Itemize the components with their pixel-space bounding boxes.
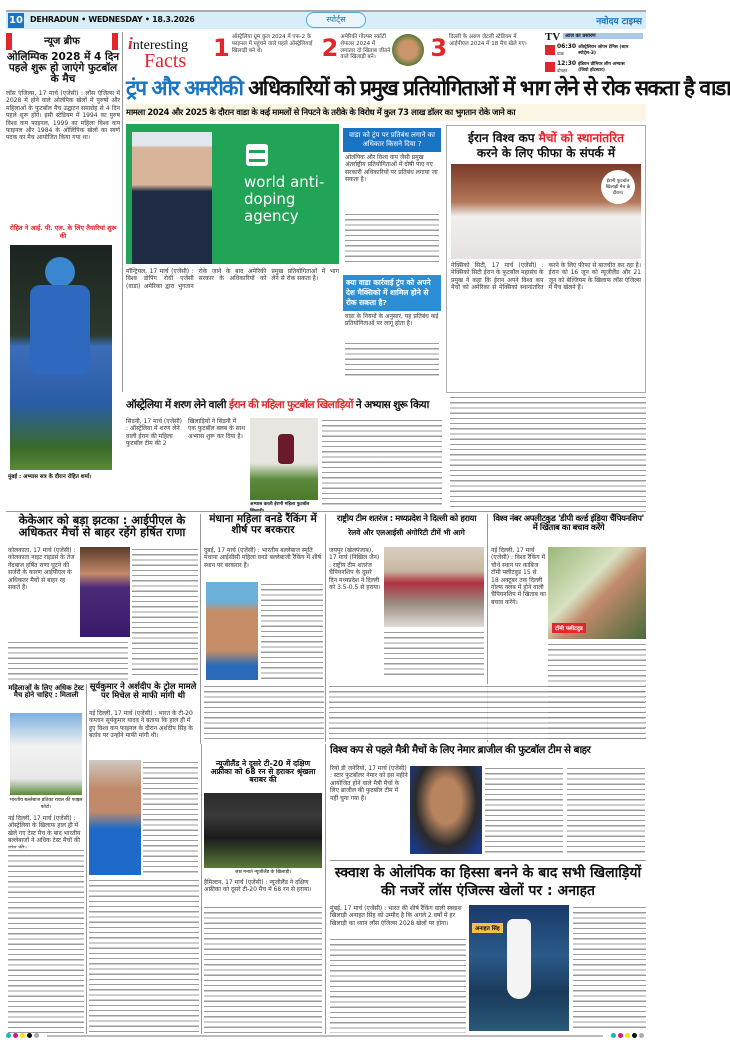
nz-caption: जश्न मनाते न्यूजीलैंड के खिलाड़ी।: [234, 870, 292, 875]
iran-women-player-photo: [250, 418, 318, 500]
mexico-question-box: क्या वाडा कार्रवाई ट्रंप को अपने देश मैक्सिको में शामिल होने से रोक सकता है? वाडा के नियमों के अनुसार, यह प्रतिबंध कई प्रतियोगिताओं पर लागू होता है।: [343, 275, 441, 393]
masthead: [6, 10, 646, 29]
anahat-photo: अनाहत सिंह: [469, 905, 569, 1031]
wada-logo-text: world anti-doping agency: [244, 173, 325, 225]
fact-item: 3 दिल्ली के अरुण जेटली स्टेडियम में आईपीएल 2024 में 18 मैच खेले गए।: [430, 34, 527, 62]
nz-team-photo: [204, 793, 322, 868]
harshit-rana-photo: [80, 547, 130, 637]
mandhana-headline: मंधाना महिला वनडे रैंकिंग में शीर्ष पर बरकरार: [209, 513, 317, 537]
nz-body: हैमिल्टन, 17 मार्च (एजेंसी) : न्यूजीलैंड ने दक्षिण अफ्रीका को दूसरे टी-20 मैच में 68 रन से हराया।: [204, 879, 312, 894]
surya-body: नई दिल्ली, 17 मार्च (एजेंसी) : भारत के टी-20 कप्तान सूर्यकुमार यादव ने बताया कि हाल ही में हुए विश्व कप फाइनल के दौरान अर्शदीप सिंह के बर्ताव पर उन्होंने माफी मांगी थी।: [89, 710, 193, 740]
lead-subhead: मामला 2024 और 2025 के दौरान वाडा के कई मामलों से निपटने के तरीके के विरोध में कुल 73 लाख डॉलर का भुगतान रोके जाने का: [126, 104, 646, 121]
lead-headline: ट्रंप और अमरीकी अधिकारियों को प्रमुख प्रतियोगिताओं में भाग लेने से रोक सकता है वाडा: [126, 76, 730, 100]
neymar-headline: विश्व कप से पहले मैत्री मैचों के लिए नेमार ब्राजील की फुटबॉल टीम से बाहर: [330, 744, 591, 756]
mithali-body: नई दिल्ली, 17 मार्च (एजेंसी) : ऑस्ट्रेलिया के खिलाफ हाल ही में खेले गए टेस्ट मैच के बाद भारतीय बल्लेबाजों ने अधिक टेस्ट मैचों की: [8, 815, 81, 845]
fact-item: 2 अमेरिकी गोल्फर स्कॉटी शेफलर 2024 में लगातार दो खिताब जीतने वाले खिलाड़ी बने।: [322, 34, 425, 74]
print-registration-marks: [0, 1033, 650, 1039]
iran-article: ईरान विश्व कप मैचों को स्थानांतरित करने के लिए फीफा के संपर्क में ईरानी फुटबॉल खिलाड़ी मैच के दौरान। मेक्सिको सिटी, 17 मार्च (एजेंसी) : मेक्सिको सिटी ईरान के फुटबॉल महासंघ के प्रमुख ने कहा कि ईरान अपने विश्व कप मैचों को अमेरिका से मेक्सिको स्थानांतरित करने के लिए फीफा से बातचीत कर रहा है। ईरान को 16 जून को न्यूजीलैंड और 21 जून को बेल्जियम के खिलाफ लॉस एंजिल्स में मैच खेलने हैं।: [446, 125, 646, 393]
chess-body: जयपुर (खेलपंजाब), 17 मार्च (निखिल जैन) : राष्ट्रीय टीम शतरंज चैंपियनशिप के दूसरे दिन मध्यप्रदेश ने दिल्ली को 3.5-0.5 से हराया।: [329, 547, 381, 592]
australia-headline: ऑस्ट्रेलिया में शरण लेने वाली ईरान की महिला फुटबॉल खिलाड़ियों ने अभ्यास शुरू किया: [126, 399, 429, 411]
rohit-caption: मुंबई : अभ्यास सत्र के दौरान रोहित शर्मा।: [8, 474, 118, 510]
pratika-photo: [10, 713, 82, 795]
mandhana-body: दुबई, 17 मार्च (एजेंसी) : भारतीय बल्लेबाज स्मृति मंधाना आईसीसी महिला वनडे बल्लेबाजी रैंकिंग में शीर्ष स्थान पर बरकरार हैं।: [204, 547, 322, 569]
news-brief-label: न्यूज ब्रीफ: [6, 33, 118, 50]
chess-photo: [384, 547, 484, 627]
paper-name: नवोदय टाइम्स: [596, 17, 642, 27]
iran-team-photo: ईरानी फुटबॉल खिलाड़ी मैच के दौरान।: [451, 164, 641, 259]
facts-logo-i: i: [128, 34, 133, 53]
brief-subhead: रोहित ने आई. पी. एल. के लिए तैयारियां शुरू की: [6, 224, 120, 240]
trump-wada-photo: [126, 124, 339, 264]
golf-body: नई दिल्ली, 17 मार्च (एजेंसी) : विश्व रैंकिंग में चौथे स्थान पर काबिज टॉमी फ्लीटवुड 15 से 18 अक्टूबर तक दिल्ली गोल्फ क्लब में होने वाली चैंपियनशिप में खिताब का बचाव करेंगे।: [491, 547, 546, 606]
rohit-photo: [10, 245, 112, 470]
brief-headline: ओलिम्पिक 2028 में 4 दिन पहले शुरू हो जाएंगे फुटबॉल के मैच: [6, 51, 120, 86]
tv-schedule: TV आज का प्रसारण 06:30 प्रातः ऑस्ट्रेलियन ओपन टेनिस (स्टार स्पोर्ट्स-3) 12:30 दोपहर इंडियन प्रीमियर लीग अभ्यास (जियो हॉटस्टार): [545, 33, 647, 75]
golfer-photo: [392, 34, 424, 66]
section-tab: स्पोर्ट्स: [306, 12, 366, 28]
tv-item: 06:30 प्रातः ऑस्ट्रेलियन ओपन टेनिस (स्टार स्पोर्ट्स-3): [545, 43, 636, 57]
channel-icon: [545, 62, 555, 72]
suryakumar-photo: [89, 760, 141, 875]
neymar-body: रियो डी जनेरियो, 17 मार्च (एजेंसी) : स्टार फुटबॉलर नेमार को इस महीने आयोजित होने वाले मैत्री मैचों के लिए ब्राजील की फुटबॉल टीम में नहीं चुना गया है।: [330, 765, 408, 802]
tv-item: 12:30 दोपहर इंडियन प्रीमियर लीग अभ्यास (जियो हॉटस्टार): [545, 60, 636, 74]
fact-item: 1 ऑस्ट्रेलिया ग्रूम कुल 2024 में एफ-2 के फाइनल में पहुंचने वाले पहले ऑस्ट्रेलियाई खिलाड़ी बने थे।: [213, 34, 313, 62]
brief-body: लॉस एंजिल्स, 17 मार्च (एजेंसी) : लॉस एंजिल्स में 2028 में होने वाले ओलंपिक खेलों में पुरुषों और महिलाओं के फुटबॉल मैच उद्घाटन समारोह से 4 दिन पहले शुरू होंगे। इसी स्टेडियम में 1994 का पुरुष विश्व कप फाइनल, 1999 का महिला विश्व कप फाइनल और 1984 के ओलिंपिक खेलों का स्वर्ण पदक का मैच आयोजित किया गया था।: [6, 90, 120, 142]
mandhana-photo: [206, 582, 258, 680]
neymar-photo: [410, 766, 482, 854]
interesting-facts: interesting Facts 1 ऑस्ट्रेलिया ग्रूम कुल 2024 में एफ-2 के फाइनल में पहुंचने वाले पहले ऑस्ट्रेलियाई खिलाड़ी बने थे। 2 अमेरिकी गोल्फर स्कॉटी शेफलर 2024 में लगातार दो खिताब जीतने वाले खिलाड़ी बने। 3 दिल्ली के अरुण जेटली स्टेडियम में आईपीएल 2024 में 18 मैच खेले गए।: [128, 34, 538, 74]
chess-subhead: रेलवे और एलआईसी अंगोरिटी टीमें भी आगे: [348, 528, 465, 537]
anahat-body: मुंबई, 17 मार्च (एजेंसी) : भारत की शीर्ष रैंकिंग वाली स्क्वाश खिलाड़ी अनाहत सिंह को उम्मीद है कि अगले 2 वर्षों में हर खिलाड़ी का ध्यान लॉस एंजिल्स 2028 खेलों पर होगा।: [330, 905, 462, 927]
kkr-body: कोलकाता, 17 मार्च (एजेंसी) : कोलकाता नाइट राइडर्स के तेज गेंदबाज हर्षित राणा घुटने की सर्जरी के कारण आईपीएल के अधिकतर मैचों से बाहर रह सकते हैं।: [8, 547, 76, 592]
mithali-headline: महिलाओं के लिए अधिक टेस्ट मैच होने चाहिए : मिताली: [8, 684, 84, 700]
trump-figure: [132, 132, 212, 264]
golf-headline: विश्व नंबर अपलीटकुड 'डीपी वर्ल्ड इंडिया चैंपियनशिप' में खिताब का बचाव करेंगे: [493, 513, 644, 532]
page-number: 10: [9, 15, 23, 26]
mithali-caption: भारतीय बल्लेबाज प्रतिका रावल की फाइल फोटो।: [9, 798, 83, 810]
anahat-headline: स्क्वाश के ओलंपिक का हिस्सा बनने के बाद सभी खिलाड़ियों की नजरें लॉस एंजिल्स खेलों पर : अनाहत: [334, 865, 642, 899]
kkr-headline: केकेआर को बड़ा झटका : आईपीएल के अधिकतर मैचों से बाहर रहेंगे हर्षित राणा: [18, 513, 186, 540]
lead-body: मॉन्ट्रियल, 17 मार्च (एजेंसी) : विश्व डोपिंग रोधी एजेंसी (वाडा) अमेरिका द्वारा भुगतान रोके जाने के बाद अमेरिकी सरकार के अधिकारियों को प्रमुख प्रतियोगिताओं में भाग लेने से रोक सकता है।: [126, 268, 339, 290]
fleetwood-photo: टॉमी फ्लीटवुड: [548, 547, 646, 639]
facts-logo: Facts: [144, 50, 187, 72]
australia-body: सिडनी, 17 मार्च (एजेंसी) : ऑस्ट्रेलिया में शरण लेने वाली ईरान की महिला फुटबॉल टीम की 2 खिलाड़ियों ने सिडनी में एक फुटबॉल क्लब के साथ अभ्यास शुरू कर दिया है।: [126, 418, 246, 448]
nz-headline: न्यूजीलैंड ने दूसरे टी-20 में दक्षिण अफ्रीका को 68 रन से हराकर श्रृंखला बराबर की: [210, 759, 316, 784]
dateline: DEHRADUN • WEDNESDAY • 18.3.2026: [30, 15, 195, 24]
australia-caption: अभ्यास करती ईरानी महिला फुटबॉल: [250, 502, 310, 507]
surya-headline: सूर्यकुमार ने अर्शदीप के ट्रोल मामले पर मिचेल से माफी मांगी थी: [89, 681, 197, 700]
wada-logo-icon: [246, 144, 268, 166]
channel-icon: [545, 45, 555, 55]
chess-headline: राष्ट्रीय टीम शतरंज : मध्यप्रदेश ने दिल्ली को हराया: [336, 513, 477, 523]
wada-question-box: वाडा को ट्रंप पर प्रतिबंध लगाने का अधिकार किसने दिया ? ओलंपिक और विश्व कप जैसी प्रमुख अंतर्राष्ट्रीय प्रतियोगिताओं में दोषी पाए गए सरकारी अधिकारियों पर प्रतिबंध लगाया जा सकता है।: [343, 128, 441, 268]
